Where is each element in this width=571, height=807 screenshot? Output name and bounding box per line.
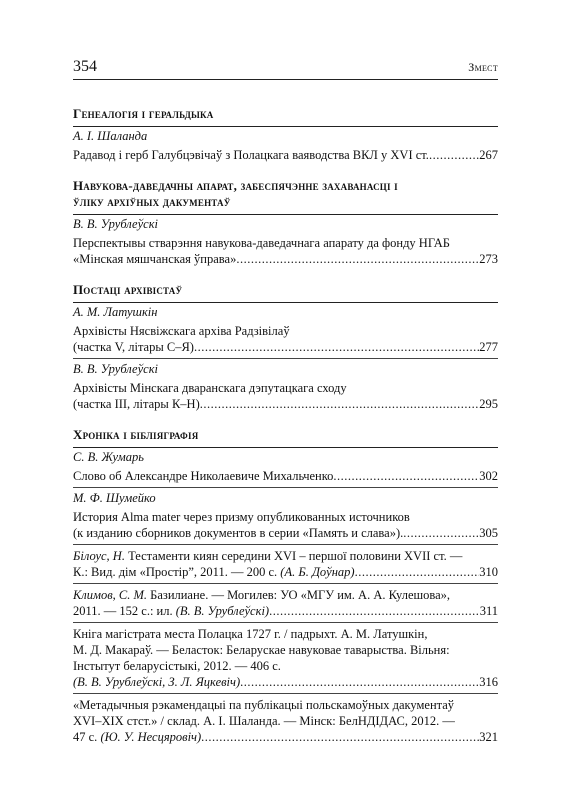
book-author: Климов, С. М. <box>73 588 148 602</box>
section-chronicle <box>73 427 498 745</box>
toc-entry[interactable] <box>73 697 498 745</box>
section-reference-apparatus <box>73 178 498 267</box>
section-heading: Генеалогія і геральдыка <box>73 106 214 121</box>
page-header <box>73 58 498 76</box>
entry-title: М. Д. Макараў. — Беласток: Беларускае навуковае таварыства. Вільня: <box>73 643 450 657</box>
header-rule <box>73 79 498 80</box>
toc-entry[interactable] <box>73 509 498 541</box>
toc-entry[interactable] <box>73 548 498 580</box>
entry-title: 47 с. <box>73 730 101 744</box>
toc-entry[interactable] <box>73 380 498 412</box>
toc-entry[interactable] <box>73 235 498 267</box>
entry-rule <box>73 583 498 584</box>
entry-title: (частка III, літары К–Н) <box>73 397 200 411</box>
entry-title: К.: Вид. дім «Простір”, 2011. — 200 с. <box>73 565 281 579</box>
entry-page: 295 <box>479 397 498 411</box>
entry-title: Тестаменти киян середини XVI – першої половини XVII ст. — <box>124 549 463 563</box>
leader-dots <box>333 468 479 484</box>
entry-title: Перспектывы стварэння навукова-даведачнага апарату да фонду НГАБ <box>73 236 450 250</box>
entry-title: 2011. — 152 с.: ил. <box>73 604 176 618</box>
section-rule <box>73 447 498 448</box>
toc-entry[interactable] <box>73 147 498 163</box>
leader-dots <box>236 251 479 267</box>
section-rule <box>73 126 498 127</box>
leader-dots <box>201 729 479 745</box>
entry-title: Базилиане. — Могилев: УО «МГУ им. А. А. Кулешова», <box>147 588 451 602</box>
leader-dots <box>429 147 479 163</box>
leader-dots <box>355 564 480 580</box>
entry-title: Кніга магістрата места Полацка 1727 г. / падрыхт. А. М. Латушкін, <box>73 627 428 641</box>
section-heading-line: Навукова-даведачны апарат, забеспячэнне захаванасці і <box>73 178 398 193</box>
entry-title: Інстытут беларусістыкі, 2012. — 406 с. <box>73 659 281 673</box>
toc-entry[interactable] <box>73 626 498 690</box>
entry-author: В. В. Урублеўскі <box>73 362 159 376</box>
leader-dots <box>403 525 479 541</box>
entry-title: (к изданию сборников документов в серии «Память и слава»). <box>73 526 404 540</box>
toc-entry[interactable] <box>73 323 498 355</box>
entry-page: 321 <box>479 730 498 744</box>
entry-rule <box>73 622 498 623</box>
entry-author: А. М. Латушкін <box>73 305 158 319</box>
section-heading-line: ўліку архіўных дакументаў <box>73 194 231 209</box>
entry-title: Архівісты Мінскага дваранскага дэпутацкага сходу <box>73 381 347 395</box>
section-genealogy <box>73 106 498 163</box>
table-of-contents <box>73 106 498 760</box>
section-heading: Постаці архівістаў <box>73 282 183 297</box>
entry-author: В. В. Урублеўскі <box>73 217 159 231</box>
book-author: Білоус, Н. <box>73 549 125 563</box>
entry-page: 310 <box>479 565 498 579</box>
leader-dots <box>200 396 480 412</box>
entry-author: М. Ф. Шумейко <box>73 491 156 505</box>
entry-page: 273 <box>479 252 498 266</box>
entry-author: С. В. Жумарь <box>73 450 144 464</box>
entry-title: Архівісты Нясвіжскага архіва Радзівілаў <box>73 324 290 338</box>
entry-page: 305 <box>479 526 498 540</box>
leader-dots <box>269 603 480 619</box>
toc-entry[interactable] <box>73 468 498 484</box>
entry-title: История Alma mater через призму опубликованных источников <box>73 510 410 524</box>
entry-page: 316 <box>479 675 498 689</box>
reviewer: (В. В. Урублеўскі, З. Л. Яцкевіч) <box>73 675 241 689</box>
entry-page: 267 <box>479 148 498 162</box>
entry-title: Слово об Александре Николаевиче Михальченко <box>73 469 334 483</box>
entry-author: А. І. Шаланда <box>73 129 148 143</box>
entry-rule <box>73 693 498 694</box>
entry-title: «Метадычныя рэкамендацыі па публікацыі польскамоўных дакументаў <box>73 698 455 712</box>
entry-page: 311 <box>479 604 498 618</box>
entry-title: «Мінская мяшчанская ўправа» <box>73 252 237 266</box>
page-number: 354 <box>73 58 97 75</box>
leader-dots <box>240 674 479 690</box>
entry-rule <box>73 487 498 488</box>
section-rule <box>73 302 498 303</box>
entry-page: 302 <box>479 469 498 483</box>
entry-rule <box>73 544 498 545</box>
entry-page: 277 <box>479 340 498 354</box>
entry-title: (частка V, літары С–Я) <box>73 340 194 354</box>
toc-entry[interactable] <box>73 587 498 619</box>
leader-dots <box>194 339 479 355</box>
reviewer: (А. Б. Доўнар) <box>280 565 355 579</box>
entry-title: XVI–XIX стст.» / склад. А. І. Шаланда. — Мінск: БелНДІДАС, 2012. — <box>73 714 455 728</box>
entry-rule <box>73 358 498 359</box>
entry-title: Радавод і герб Галубцэвічаў з Полацкага ваяводства ВКЛ у XVI ст. <box>73 148 429 162</box>
section-rule <box>73 214 498 215</box>
section-heading: Хроніка і бібліяграфія <box>73 427 199 442</box>
running-title: Змест <box>468 60 498 74</box>
section-heading <box>73 178 498 210</box>
reviewer: (Ю. У. Несцяровіч) <box>100 730 202 744</box>
reviewer: (В. В. Урублеўскі) <box>175 604 270 618</box>
section-archivists <box>73 282 498 412</box>
